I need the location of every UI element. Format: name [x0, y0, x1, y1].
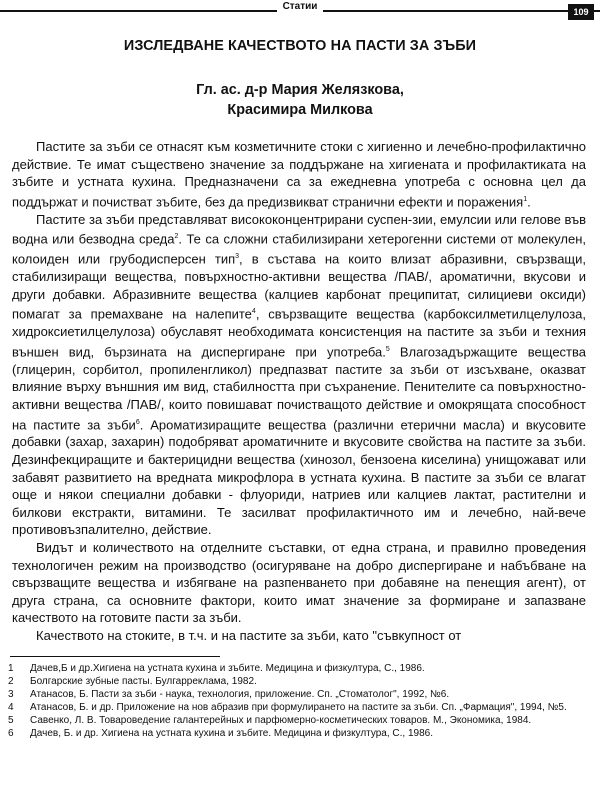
paragraph-text: , в състава на които влизат абразивни, свързващи, стабилизиращи вещества, повърхностно-активни вещества /ПАВ/, ароматични, вкусови и други добавки. Абразивните вещества (калциев карбонат преципитат, силициеви оксиди) помагат за премахване на налепите: [12, 251, 586, 322]
footnote-number: 6: [8, 728, 14, 739]
footnote: [8, 727, 590, 740]
paragraph-text: Качеството на стоките, в т.ч. и на пастите за зъби, като "съвкупност от: [36, 628, 462, 643]
page-number: 109: [568, 4, 594, 20]
paragraph-text: Видът и количеството на отделните съставки, от една страна, и правилно проведения технологичен режим на производство (осигуряване на добро диспергиране и набъбване на свързващите вещества и избягване на разпенването при добавяне на пенещия агент), от друга страна, са основните фактори, които имат значение за формиране и запазване качеството на готовите пасти за зъби.: [12, 540, 586, 626]
footnote-number: 5: [8, 715, 14, 726]
footnote-text: Болгарские зубные пасты. Булгарреклама, 1982.: [30, 676, 257, 687]
article-title: ИЗСЛЕДВАНЕ КАЧЕСТВОТО НА ПАСТИ ЗА ЗЪБИ: [123, 38, 477, 54]
footnote-number: 2: [8, 676, 14, 687]
footnote-number: 4: [8, 702, 14, 713]
paragraph-text: . Ароматизиращите вещества (различни етерични масла) и вкусовите добавки (захар, захарин) подобряват ароматичните и вкусовите свойства на пастите за зъби. Дезинфекциращите и бактерицидни вещества (хинозол, бензоена киселина) унищожават или забавят развитието на вредната микрофлора в устната кухина. В пастите за зъби се влагат още и някои специални добавки - флуориди, натриев или калциев лактат, растителни и билкови екстракти, витамини. Те засилват профилактичното им и лечебно, най-вече противовъзпалително, действие.: [12, 416, 587, 538]
authors: [0, 80, 600, 120]
paragraph: [12, 138, 586, 211]
footnote-text: Атанасов, Б. и др. Приложение на нов абразив при формулирането на пастите за зъби. Сп. „Фармация", 1994, №5.: [30, 702, 567, 713]
article-body: [12, 138, 586, 645]
footnote: [8, 701, 590, 714]
author-2: Красимира Милкова: [227, 102, 373, 118]
footnote-ref: 1: [523, 195, 528, 203]
paragraph-text: Пастите за зъби представляват висококонцентрирани суспен-зии, емулсии или гелове във водна или безводна среда: [12, 211, 586, 247]
footnote-text: Атанасов, Б. Пасти за зъби - наука, технология, приложение. Сп. „Стоматолог", 1992, №6.: [30, 689, 450, 700]
footnotes-list: [8, 662, 590, 740]
page-header: [0, 0, 600, 22]
footnote-rule: [10, 656, 220, 657]
footnote-ref: 5: [385, 345, 390, 353]
footnote: [8, 675, 590, 688]
paragraph-text: Пастите за зъби се отнасят към козметичните стоки с хигиенно и лечебно-профилактично действие. Те имат съществено значение за поддържане на хигиената и профилактиката на зъбите и устната кухина. Предназначени са за ежедневна употреба с основна цел да поддържат и почистват зъбите, без да предизвикват странични ефекти и поражения: [12, 139, 586, 210]
footnote: [8, 688, 590, 701]
footnote-number: 3: [8, 689, 14, 700]
footnote-number: 1: [8, 663, 14, 674]
footnote-text: Дачев,Б и др.Хигиена на устната кухина и зъбите. Медицина и физкултура, С., 1986.: [30, 663, 425, 674]
footnote-ref: 2: [174, 233, 179, 241]
footnote: [8, 662, 590, 675]
paragraph-text: . Те са сложни стабилизирани хетерогенни системи от молекулен, колоиден или грубодисперсен тип: [12, 231, 586, 267]
footnote-ref: 6: [135, 418, 140, 426]
paragraph-text: Влагозадържащите вещества (глицерин, сорбитол, пропиленгликол) предпазват пастите за зъби от изсъхване, оказват влияние върху външния им вид, стабилността при съхранение. Пенителите са повърхностно-активни вещества /ПАВ/, които повишават почистващото действие и омокрящата способност на пастите за зъби: [12, 344, 586, 432]
section-title: Статии: [0, 1, 600, 12]
author-1: Гл. ас. д-р Мария Желязкова,: [196, 82, 404, 98]
footnote-ref: 3: [235, 253, 240, 261]
paragraph-text: .: [527, 194, 531, 210]
article-content: [0, 30, 600, 645]
footnote-text: Савенко, Л. В. Товароведение галантерейных и парфюмерно-косметических товаров. М., Экономика, 1984.: [30, 715, 532, 726]
paragraph: [12, 539, 586, 627]
paragraph: [12, 211, 586, 539]
footnote-text: Дачев, Б. и др. Хигиена на устната кухина и зъбите. Медицина и физкултура, С., 1986.: [30, 728, 434, 739]
paragraph-text: , свързващите вещества (карбоксилметилцелулоза, хидроксиетилцелулоза) обуславят необходимата консистенция на пастите за зъби и техния външен вид, бързината на диспергиране при употреба.: [12, 306, 587, 360]
footnote: [8, 714, 590, 727]
paragraph: [12, 627, 586, 645]
footnotes-section: [0, 656, 600, 740]
footnote-ref: 4: [251, 308, 256, 316]
